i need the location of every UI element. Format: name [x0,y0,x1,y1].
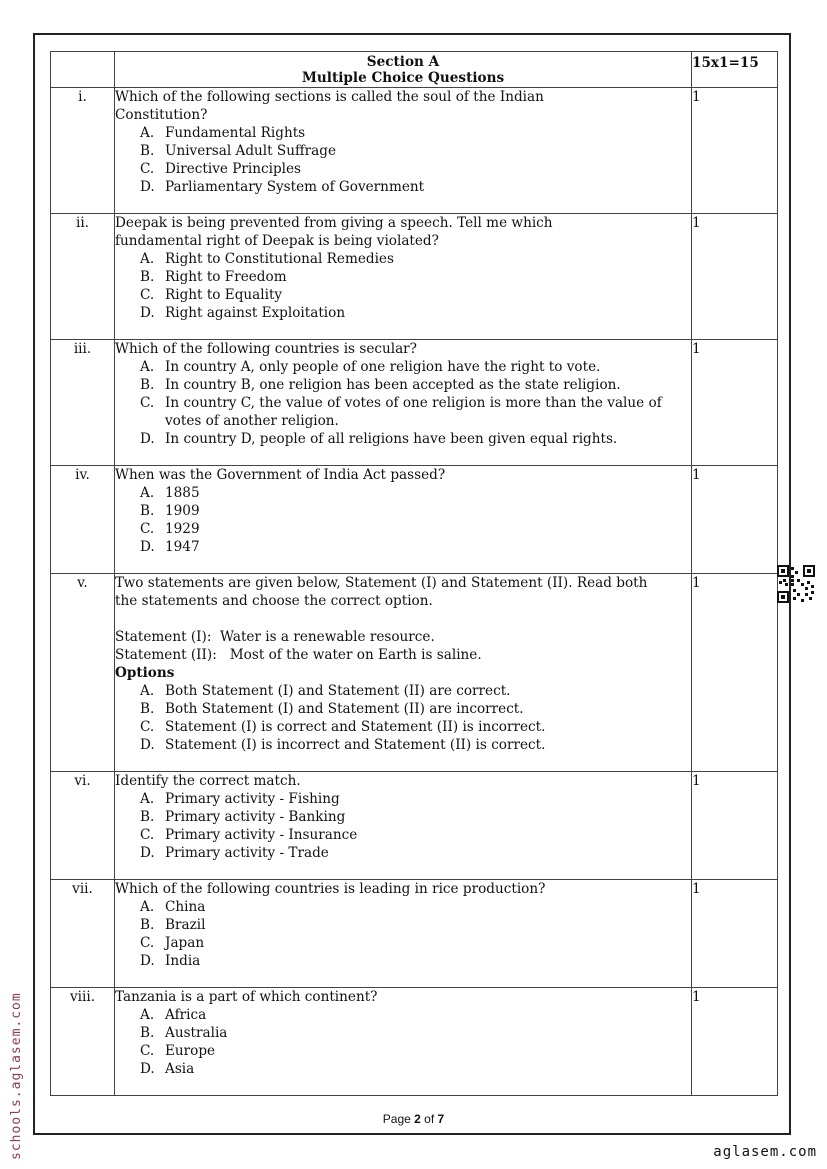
option-letter: D. [140,1061,155,1077]
option-item [140,358,691,376]
option-letter: C. [140,827,155,843]
option-text: In country C, the value of votes of one religion is more than the value of votes of another religion. [165,395,662,429]
option-list [115,898,691,970]
question-marks: 1 [692,880,778,988]
option-item [140,124,691,142]
option-item [140,682,691,700]
option-text: China [165,899,206,915]
footer-of-word: of [424,1112,435,1126]
question-text: Deepak is being prevented from giving a speech. Tell me which [115,215,553,231]
question-text: When was the Government of India Act passed? [115,467,446,483]
question-text: Which of the following countries is secular? [115,341,417,357]
option-text: In country D, people of all religions have been given equal rights. [165,431,618,447]
option-item [140,178,691,196]
qr-code-icon [777,565,815,603]
option-text: Both Statement (I) and Statement (II) are incorrect. [165,701,524,717]
option-letter: A. [140,485,155,501]
option-text: Asia [165,1061,195,1077]
option-item [140,394,691,430]
footer-current-page: 2 [414,1112,421,1126]
section-title: Section A [366,54,440,70]
option-text: Primary activity - Banking [165,809,346,825]
question-marks: 1 [692,988,778,1096]
option-text: Directive Principles [165,161,302,177]
option-text: Europe [165,1043,216,1059]
option-text: Primary activity - Insurance [165,827,358,843]
options-heading: Options [115,665,175,681]
statement-text: Statement (I): Water is a renewable resource. [115,629,435,645]
option-item [140,952,691,970]
question-text: Which of the following countries is leading in rice production? [115,881,546,897]
side-watermark: schools.aglasem.com [9,992,24,1160]
option-text: Primary activity - Trade [165,845,329,861]
question-row [51,574,778,772]
option-item [140,844,691,862]
option-letter: C. [140,935,155,951]
option-letter: D. [140,737,155,753]
question-number: viii. [51,988,115,1096]
option-letter: D. [140,845,155,861]
question-text: the statements and choose the correct option. [115,593,433,609]
option-text: Primary activity - Fishing [165,791,340,807]
footer-page-word: Page [382,1112,411,1126]
option-text: 1885 [165,485,200,501]
option-item [140,808,691,826]
option-text: India [165,953,201,969]
question-row [51,88,778,214]
question-marks: 1 [692,214,778,340]
option-item [140,304,691,322]
option-text: Universal Adult Suffrage [165,143,337,159]
option-letter: B. [140,809,155,825]
option-text: In country B, one religion has been accepted as the state religion. [165,377,621,393]
option-item [140,286,691,304]
option-item [140,736,691,754]
option-item [140,1006,691,1024]
question-row [51,988,778,1096]
option-text: 1909 [165,503,200,519]
option-list [115,358,691,448]
option-letter: A. [140,359,155,375]
question-number: iv. [51,466,115,574]
question-table [50,51,778,1096]
option-list [115,682,691,754]
statement-text: Statement (II): Most of the water on Earth is saline. [115,647,482,663]
question-marks: 1 [692,574,778,772]
page-footer [0,1112,827,1126]
option-item [140,826,691,844]
option-text: Brazil [165,917,206,933]
option-letter: A. [140,1007,155,1023]
option-item [140,700,691,718]
question-row [51,466,778,574]
question-text: Tanzania is a part of which continent? [115,989,378,1005]
option-letter: D. [140,431,155,447]
option-item [140,430,691,448]
option-letter: C. [140,287,155,303]
question-row [51,880,778,988]
question-row [51,340,778,466]
option-item [140,1060,691,1078]
option-item [140,790,691,808]
option-list [115,124,691,196]
question-text: Which of the following sections is called the soul of the Indian [115,89,544,105]
option-letter: D. [140,305,155,321]
option-item [140,268,691,286]
question-marks: 1 [692,466,778,574]
question-number: v. [51,574,115,772]
option-letter: A. [140,125,155,141]
question-row [51,772,778,880]
option-letter: B. [140,701,155,717]
option-item [140,250,691,268]
option-item [140,898,691,916]
option-letter: C. [140,395,155,411]
footer-total-pages: 7 [437,1112,445,1126]
option-letter: B. [140,269,155,285]
question-marks: 1 [692,772,778,880]
option-text: Right against Exploitation [165,305,346,321]
question-number: i. [51,88,115,214]
option-text: Statement (I) is incorrect and Statement (II) is correct. [165,737,546,753]
option-text: Right to Freedom [165,269,287,285]
option-letter: B. [140,917,155,933]
option-item [140,376,691,394]
question-number: vi. [51,772,115,880]
question-text: fundamental right of Deepak is being violated? [115,233,439,249]
option-letter: C. [140,521,155,537]
option-item [140,142,691,160]
option-text: Parliamentary System of Government [165,179,425,195]
section-header-row [51,52,778,88]
option-list [115,484,691,556]
question-marks: 1 [692,88,778,214]
option-letter: C. [140,1043,155,1059]
option-letter: A. [140,899,155,915]
option-letter: B. [140,377,155,393]
question-number: vii. [51,880,115,988]
option-text: Statement (I) is correct and Statement (II) is incorrect. [165,719,546,735]
brand-watermark: aglasem.com [713,1144,817,1160]
option-text: Both Statement (I) and Statement (II) are correct. [165,683,511,699]
option-letter: C. [140,161,155,177]
question-row [51,214,778,340]
option-letter: A. [140,683,155,699]
question-text: Identify the correct match. [115,773,301,789]
option-letter: A. [140,791,155,807]
question-number: ii. [51,214,115,340]
option-text: 1947 [165,539,200,555]
option-letter: D. [140,539,155,555]
option-item [140,916,691,934]
option-text: In country A, only people of one religion have the right to vote. [165,359,601,375]
section-marks: 15x1=15 [692,52,778,88]
question-marks: 1 [692,340,778,466]
option-text: Right to Equality [165,287,283,303]
option-item [140,502,691,520]
option-letter: C. [140,719,155,735]
option-text: Africa [165,1007,207,1023]
option-item [140,934,691,952]
option-text: Japan [165,935,205,951]
option-letter: D. [140,179,155,195]
option-letter: A. [140,251,155,267]
option-text: Fundamental Rights [165,125,306,141]
option-text: Australia [165,1025,228,1041]
option-item [140,1024,691,1042]
option-text: 1929 [165,521,200,537]
option-letter: D. [140,953,155,969]
question-text: Constitution? [115,107,208,123]
question-number: iii. [51,340,115,466]
option-letter: B. [140,1025,155,1041]
option-list [115,1006,691,1078]
option-list [115,790,691,862]
option-item [140,1042,691,1060]
option-item [140,484,691,502]
option-letter: B. [140,143,155,159]
option-item [140,520,691,538]
section-subtitle: Multiple Choice Questions [301,70,505,86]
question-text: Two statements are given below, Statement (I) and Statement (II). Read both [115,575,648,591]
option-list [115,250,691,322]
option-letter: B. [140,503,155,519]
option-item [140,160,691,178]
option-item [140,538,691,556]
option-text: Right to Constitutional Remedies [165,251,394,267]
option-item [140,718,691,736]
